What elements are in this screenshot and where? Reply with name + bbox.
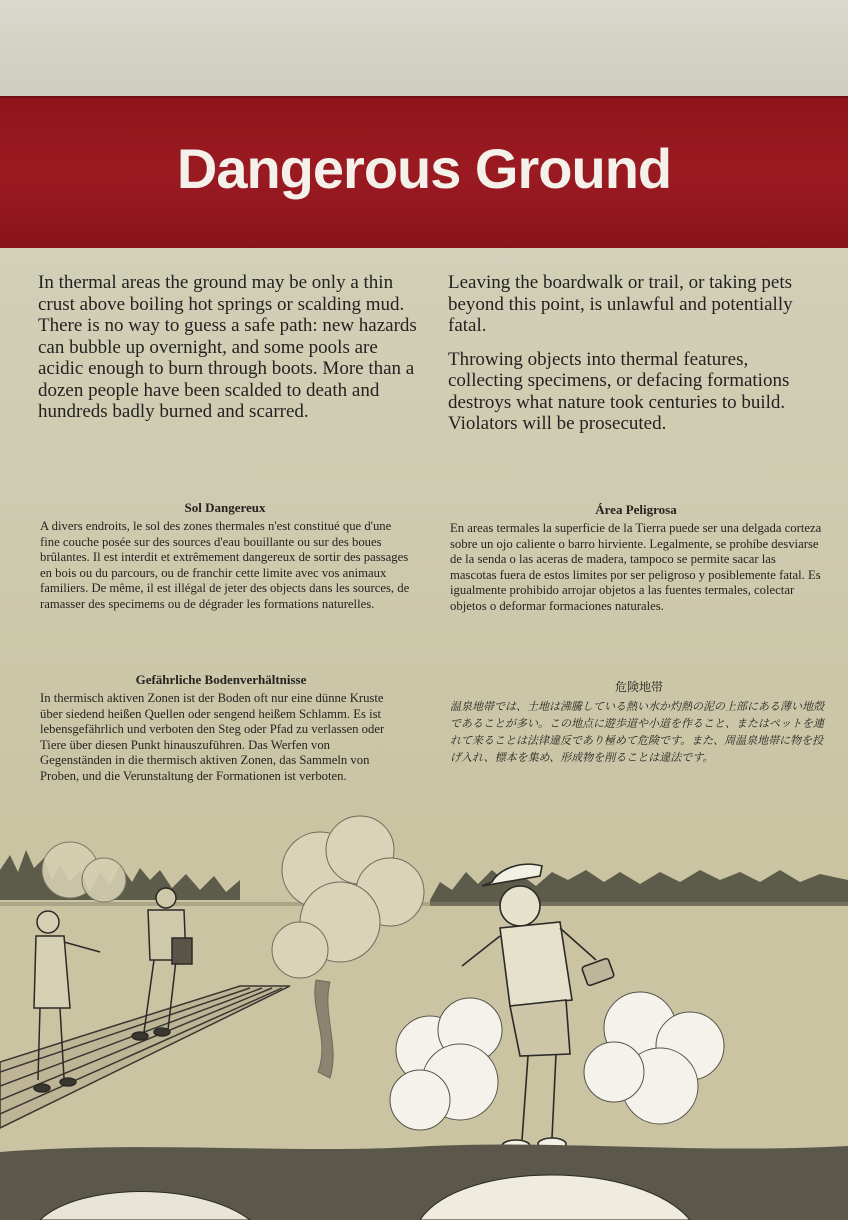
english-warning-right	[448, 272, 823, 447]
german-section	[40, 672, 402, 785]
sign-top-edge	[0, 0, 848, 96]
english-paragraph: Leaving the boardwalk or trail, or taking pets beyond this point, is unlawful and potentially fatal.	[448, 272, 793, 336]
german-text: In thermisch aktiven Zonen ist der Boden oft nur eine dünne Kruste über siedend heißen Quellen oder sengend heißem Schlamm. Es ist lebensgefährlich und verboten den Steg oder Pfad zu verlassen oder Tiere über diesen Punkt hinauszuführen. Das Werfen von Gegenständen in die thermisch aktiven Zonen, das Sammeln von Proben, und die Verunstaltung der Formationen ist verboten.	[40, 691, 385, 783]
english-warning-left	[38, 272, 418, 435]
french-text: A divers endroits, le sol des zones thermales n'est constitué que d'une fine couche posée sur des sources d'eau bouillante ou sur des boues brûlantes. Il est interdit et extrêmement dangereux de sortir des passages en bois ou du parcours, ou de franchir cette limite avec vos animaux familiers. De même, il est illégal de jeter des objects dans les sources, de ramasser des specimems ou de dégrader les formations naturelles.	[40, 519, 410, 611]
english-paragraph: In thermal areas the ground may be only a thin crust above boiling hot springs or scalding mud. There is no way to guess a safe path: new hazards can bubble up overnight, and some pools are acidic enough to burn through boots. More than a dozen people have been scalded to death and hundreds badly burned and scarred.	[38, 272, 417, 422]
thermal-area-illustration	[0, 810, 848, 1220]
japanese-heading: 危険地帯	[614, 680, 663, 694]
french-section	[40, 500, 410, 613]
english-paragraph: Throwing objects into thermal features, collecting specimens, or defacing formations destroys what nature took centuries to build. Violators will be prosecuted.	[448, 348, 790, 434]
spanish-text: En areas termales la superficie de la Tierra puede ser una delgada corteza sobre un ojo caliente o barro hirviente. Legalmente, se prohíbe desviarse de la senda o las aceras de madera, tampoco se permite sacar las mascotas fuera de estos limites por ser peligroso y posiblemente fatal. Es igualmente prohibido arrojar objetos a las fuentes termales, colectar objetos o deformar formaciones naturales.	[450, 521, 822, 613]
japanese-section	[450, 678, 828, 766]
spanish-heading: Área Peligrosa	[595, 502, 677, 517]
german-heading: Gefährliche Bodenverhältnisse	[135, 672, 307, 687]
hot-pool	[0, 1144, 848, 1220]
french-heading: Sol Dangereux	[184, 500, 266, 515]
sign-title: Dangerous Ground	[176, 137, 672, 200]
spanish-section	[450, 502, 822, 615]
japanese-text: 温泉地帯では、土地は沸騰している熱い水か灼熱の泥の上部にある薄い地殻であることが多い。この地点に遊歩道や小道を作ること、またはペットを連れて来ることは法律違反であり極めて危険です。また、周温泉地帯に物を投げ入れ、標本を集め、形成物を削ることは違法です。	[450, 700, 824, 764]
